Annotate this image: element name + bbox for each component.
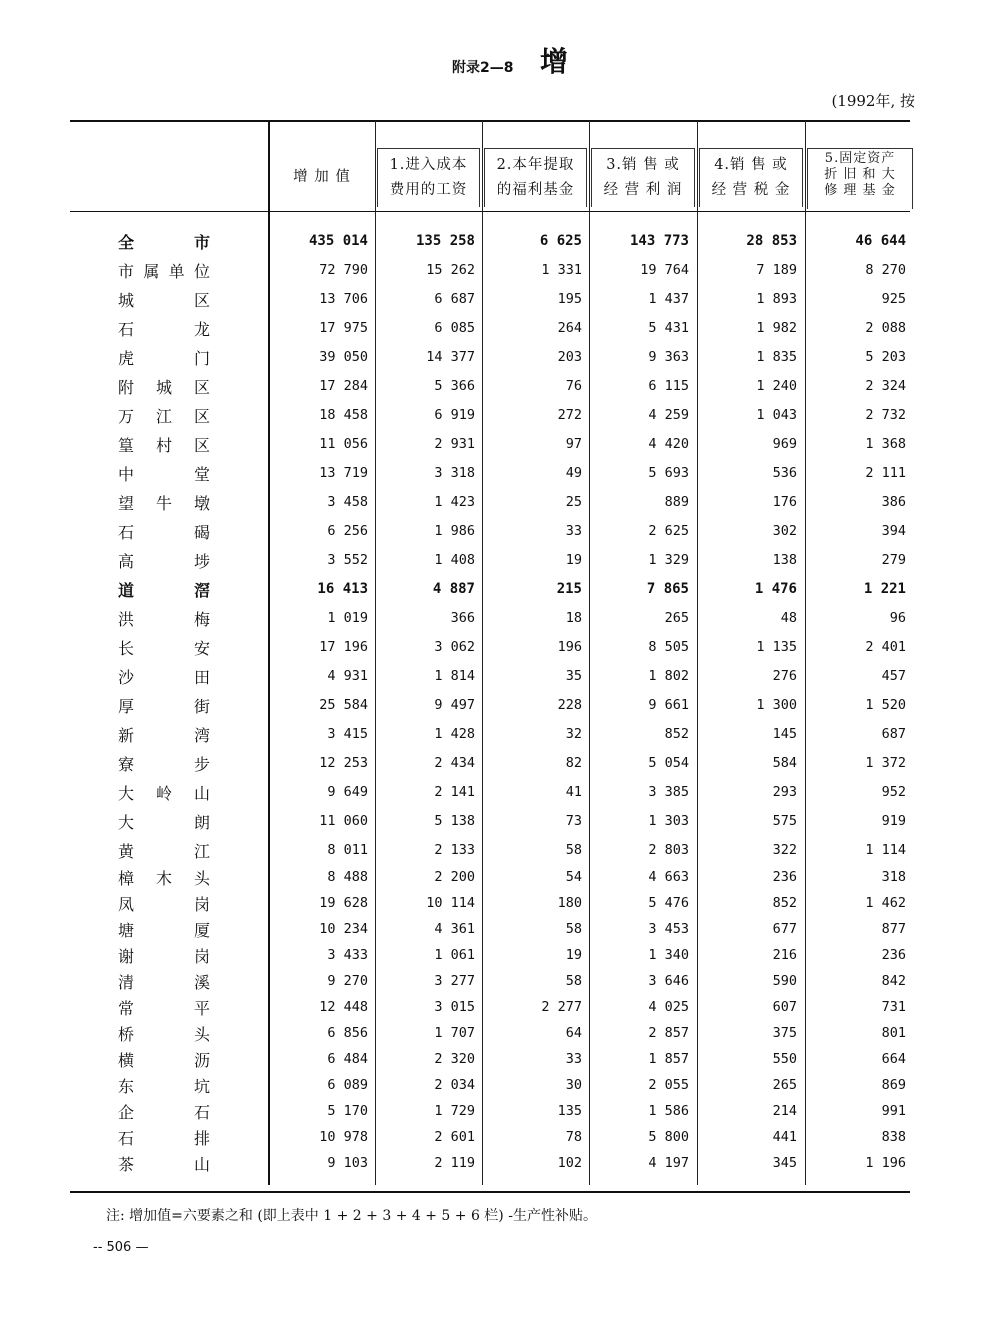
table-cell: 1 408 <box>434 552 475 568</box>
row-label: 石 碣 <box>118 522 210 542</box>
table-cell: 575 <box>772 813 797 829</box>
table-cell: 322 <box>772 842 797 858</box>
table-cell: 2 277 <box>541 999 582 1015</box>
table-cell: 394 <box>881 523 906 539</box>
table-cell: 1 835 <box>756 349 797 365</box>
page-number: -- 506 — <box>93 1240 149 1255</box>
table-cell: 1 893 <box>756 291 797 307</box>
table-row <box>0 890 1000 916</box>
table-row <box>0 663 1000 689</box>
table-cell: 952 <box>881 784 906 800</box>
table-cell: 49 <box>565 465 582 481</box>
table-cell: 46 644 <box>855 233 906 249</box>
table-cell: 664 <box>881 1051 906 1067</box>
table-cell: 25 584 <box>319 697 368 713</box>
row-label: 黄 江 <box>118 841 210 861</box>
table-cell: 9 661 <box>648 697 689 713</box>
table-cell: 48 <box>780 610 797 626</box>
table-cell: 677 <box>772 921 797 937</box>
table-cell: 3 646 <box>648 973 689 989</box>
table-cell: 852 <box>772 895 797 911</box>
row-label: 万 江 区 <box>118 406 210 426</box>
table-cell: 1 019 <box>327 610 368 626</box>
row-label: 清 溪 <box>118 972 210 992</box>
table-cell: 2 119 <box>434 1155 475 1171</box>
table-cell: 3 385 <box>648 784 689 800</box>
page-title: 增 <box>540 45 569 78</box>
table-header-rule <box>70 211 910 212</box>
table-row <box>0 605 1000 631</box>
table-cell: 590 <box>772 973 797 989</box>
table-cell: 607 <box>772 999 797 1015</box>
table-cell: 2 434 <box>434 755 475 771</box>
table-row <box>0 1124 1000 1150</box>
table-cell: 2 200 <box>434 869 475 885</box>
table-cell: 18 <box>565 610 582 626</box>
table-cell: 1 476 <box>754 581 797 597</box>
table-row <box>0 402 1000 428</box>
table-cell: 869 <box>881 1077 906 1093</box>
table-cell: 18 458 <box>319 407 368 423</box>
table-cell: 265 <box>664 610 689 626</box>
table-row <box>0 286 1000 312</box>
table-cell: 4 361 <box>434 921 475 937</box>
table-cell: 19 <box>565 552 582 568</box>
row-label: 新 湾 <box>118 725 210 745</box>
table-cell: 1 986 <box>434 523 475 539</box>
table-row <box>0 994 1000 1020</box>
table-cell: 39 050 <box>319 349 368 365</box>
table-row <box>0 837 1000 863</box>
table-cell: 1 520 <box>865 697 906 713</box>
row-label: 中 堂 <box>118 464 210 484</box>
table-cell: 302 <box>772 523 797 539</box>
table-row <box>0 576 1000 602</box>
column-header-value-added: 增 加 值 <box>293 168 351 185</box>
column-header-wages: 1.进入成本 费用的工资 <box>377 148 480 207</box>
table-cell: 2 601 <box>434 1129 475 1145</box>
table-cell: 1 240 <box>756 378 797 394</box>
row-label: 凤 岗 <box>118 894 210 914</box>
table-cell: 13 706 <box>319 291 368 307</box>
table-cell: 536 <box>772 465 797 481</box>
table-cell: 1 462 <box>865 895 906 911</box>
table-cell: 4 887 <box>432 581 475 597</box>
table-cell: 5 366 <box>434 378 475 394</box>
row-label: 塘 厦 <box>118 920 210 940</box>
table-row <box>0 692 1000 718</box>
table-row <box>0 1098 1000 1124</box>
row-label: 沙 田 <box>118 667 210 687</box>
table-cell: 265 <box>772 1077 797 1093</box>
table-cell: 1 437 <box>648 291 689 307</box>
table-cell: 216 <box>772 947 797 963</box>
table-cell: 228 <box>557 697 582 713</box>
row-label: 桥 头 <box>118 1024 210 1044</box>
table-cell: 272 <box>557 407 582 423</box>
table-cell: 1 857 <box>648 1051 689 1067</box>
table-cell: 5 170 <box>327 1103 368 1119</box>
row-label: 虎 门 <box>118 348 210 368</box>
table-cell: 33 <box>565 523 582 539</box>
table-row <box>0 1072 1000 1098</box>
table-cell: 6 089 <box>327 1077 368 1093</box>
table-cell: 731 <box>881 999 906 1015</box>
table-cell: 203 <box>557 349 582 365</box>
row-label: 望 牛 墩 <box>118 493 210 513</box>
table-cell: 16 413 <box>317 581 368 597</box>
table-row <box>0 518 1000 544</box>
table-cell: 1 340 <box>648 947 689 963</box>
table-row <box>0 864 1000 890</box>
table-row <box>0 779 1000 805</box>
table-cell: 1 423 <box>434 494 475 510</box>
table-cell: 3 458 <box>327 494 368 510</box>
table-cell: 6 256 <box>327 523 368 539</box>
table-cell: 58 <box>565 973 582 989</box>
table-cell: 842 <box>881 973 906 989</box>
table-cell: 435 014 <box>308 233 368 249</box>
table-cell: 4 420 <box>648 436 689 452</box>
table-cell: 196 <box>557 639 582 655</box>
table-cell: 584 <box>772 755 797 771</box>
table-cell: 687 <box>881 726 906 742</box>
table-cell: 9 649 <box>327 784 368 800</box>
table-cell: 1 196 <box>865 1155 906 1171</box>
table-cell: 925 <box>881 291 906 307</box>
table-row <box>0 489 1000 515</box>
table-cell: 969 <box>772 436 797 452</box>
table-cell: 4 259 <box>648 407 689 423</box>
table-cell: 9 270 <box>327 973 368 989</box>
row-label: 谢 岗 <box>118 946 210 966</box>
table-cell: 6 687 <box>434 291 475 307</box>
table-cell: 2 931 <box>434 436 475 452</box>
table-cell: 5 476 <box>648 895 689 911</box>
table-cell: 25 <box>565 494 582 510</box>
table-cell: 32 <box>565 726 582 742</box>
table-cell: 293 <box>772 784 797 800</box>
column-header-welfare-fund: 2.本年提取 的福利基金 <box>484 148 587 207</box>
table-cell: 58 <box>565 842 582 858</box>
row-label: 道 滘 <box>118 580 210 600</box>
table-cell: 8 270 <box>865 262 906 278</box>
table-cell: 64 <box>565 1025 582 1041</box>
table-cell: 2 732 <box>865 407 906 423</box>
table-cell: 19 <box>565 947 582 963</box>
table-cell: 5 138 <box>434 813 475 829</box>
table-row <box>0 1020 1000 1046</box>
table-cell: 215 <box>556 581 582 597</box>
table-cell: 1 982 <box>756 320 797 336</box>
table-row <box>0 721 1000 747</box>
table-row <box>0 1046 1000 1072</box>
table-cell: 6 625 <box>539 233 582 249</box>
row-label: 篁 村 区 <box>118 435 210 455</box>
table-cell: 1 114 <box>865 842 906 858</box>
table-cell: 1 043 <box>756 407 797 423</box>
table-cell: 236 <box>881 947 906 963</box>
row-label: 长 安 <box>118 638 210 658</box>
table-cell: 10 234 <box>319 921 368 937</box>
year-note: (1992年, 按 <box>831 92 915 110</box>
table-cell: 9 363 <box>648 349 689 365</box>
table-cell: 3 453 <box>648 921 689 937</box>
table-cell: 30 <box>565 1077 582 1093</box>
table-cell: 54 <box>565 869 582 885</box>
table-row <box>0 942 1000 968</box>
table-cell: 28 853 <box>746 233 797 249</box>
table-cell: 2 803 <box>648 842 689 858</box>
table-cell: 6 484 <box>327 1051 368 1067</box>
table-row <box>0 315 1000 341</box>
table-cell: 2 857 <box>648 1025 689 1041</box>
table-cell: 76 <box>565 378 582 394</box>
table-bottom-rule <box>70 1191 910 1193</box>
table-footnote: 注: 增加值=六要素之和 (即上表中 1 + 2 + 3 + 4 + 5 + 6 栏) -生产性补贴。 <box>106 1208 597 1224</box>
table-cell: 176 <box>772 494 797 510</box>
table-cell: 1 802 <box>648 668 689 684</box>
table-cell: 8 488 <box>327 869 368 885</box>
table-row <box>0 344 1000 370</box>
table-cell: 5 054 <box>648 755 689 771</box>
table-cell: 180 <box>557 895 582 911</box>
table-cell: 838 <box>881 1129 906 1145</box>
table-cell: 1 814 <box>434 668 475 684</box>
table-cell: 96 <box>889 610 906 626</box>
table-row <box>0 808 1000 834</box>
row-label: 大 朗 <box>118 812 210 832</box>
row-label: 东 坑 <box>118 1076 210 1096</box>
table-cell: 1 061 <box>434 947 475 963</box>
table-cell: 14 377 <box>426 349 475 365</box>
table-cell: 889 <box>664 494 689 510</box>
table-row <box>0 257 1000 283</box>
table-cell: 11 056 <box>319 436 368 452</box>
table-cell: 6 856 <box>327 1025 368 1041</box>
table-cell: 19 764 <box>640 262 689 278</box>
table-cell: 2 141 <box>434 784 475 800</box>
table-cell: 6 919 <box>434 407 475 423</box>
table-cell: 11 060 <box>319 813 368 829</box>
row-label: 茶 山 <box>118 1154 210 1174</box>
row-label: 横 沥 <box>118 1050 210 1070</box>
row-label: 高 埗 <box>118 551 210 571</box>
table-cell: 7 189 <box>756 262 797 278</box>
table-cell: 145 <box>772 726 797 742</box>
table-cell: 135 258 <box>415 233 475 249</box>
table-cell: 7 865 <box>646 581 689 597</box>
table-cell: 991 <box>881 1103 906 1119</box>
row-label: 附 城 区 <box>118 377 210 397</box>
table-cell: 386 <box>881 494 906 510</box>
table-cell: 17 196 <box>319 639 368 655</box>
table-cell: 73 <box>565 813 582 829</box>
table-cell: 2 324 <box>865 378 906 394</box>
table-cell: 801 <box>881 1025 906 1041</box>
table-cell: 4 025 <box>648 999 689 1015</box>
table-row <box>0 373 1000 399</box>
table-cell: 3 433 <box>327 947 368 963</box>
table-cell: 143 773 <box>629 233 689 249</box>
table-cell: 78 <box>565 1129 582 1145</box>
table-row <box>0 1150 1000 1176</box>
row-label: 全 市 <box>118 232 210 252</box>
table-cell: 3 277 <box>434 973 475 989</box>
table-cell: 9 103 <box>327 1155 368 1171</box>
table-row <box>0 431 1000 457</box>
table-cell: 6 085 <box>434 320 475 336</box>
table-cell: 10 114 <box>426 895 475 911</box>
table-cell: 3 415 <box>327 726 368 742</box>
table-cell: 919 <box>881 813 906 829</box>
table-cell: 1 707 <box>434 1025 475 1041</box>
table-cell: 2 133 <box>434 842 475 858</box>
row-label: 企 石 <box>118 1102 210 1122</box>
table-cell: 82 <box>565 755 582 771</box>
row-label: 市 属 单 位 <box>118 261 210 281</box>
table-top-rule <box>70 120 910 122</box>
table-cell: 72 790 <box>319 262 368 278</box>
table-cell: 17 284 <box>319 378 368 394</box>
table-cell: 4 663 <box>648 869 689 885</box>
column-header-tax: 4.销 售 或 经 营 税 金 <box>699 148 803 207</box>
table-cell: 1 368 <box>865 436 906 452</box>
table-cell: 214 <box>772 1103 797 1119</box>
table-cell: 366 <box>450 610 475 626</box>
table-cell: 1 586 <box>648 1103 689 1119</box>
table-cell: 19 628 <box>319 895 368 911</box>
table-cell: 2 034 <box>434 1077 475 1093</box>
table-cell: 2 320 <box>434 1051 475 1067</box>
row-label: 石 排 <box>118 1128 210 1148</box>
table-cell: 15 262 <box>426 262 475 278</box>
table-cell: 2 055 <box>648 1077 689 1093</box>
table-cell: 852 <box>664 726 689 742</box>
table-cell: 1 428 <box>434 726 475 742</box>
table-cell: 375 <box>772 1025 797 1041</box>
row-label: 常 平 <box>118 998 210 1018</box>
table-cell: 3 552 <box>327 552 368 568</box>
table-cell: 17 975 <box>319 320 368 336</box>
table-cell: 3 318 <box>434 465 475 481</box>
table-cell: 345 <box>772 1155 797 1171</box>
row-label: 大 岭 山 <box>118 783 210 803</box>
table-row <box>0 460 1000 486</box>
table-cell: 6 115 <box>648 378 689 394</box>
table-cell: 236 <box>772 869 797 885</box>
table-row <box>0 750 1000 776</box>
table-cell: 2 111 <box>865 465 906 481</box>
appendix-label: 附录2—8 <box>452 60 514 76</box>
table-row <box>0 228 1000 254</box>
table-cell: 4 931 <box>327 668 368 684</box>
row-label: 石 龙 <box>118 319 210 339</box>
table-cell: 3 015 <box>434 999 475 1015</box>
table-cell: 1 303 <box>648 813 689 829</box>
table-cell: 2 088 <box>865 320 906 336</box>
table-cell: 1 300 <box>756 697 797 713</box>
table-row <box>0 634 1000 660</box>
table-cell: 58 <box>565 921 582 937</box>
table-cell: 2 625 <box>648 523 689 539</box>
row-label: 寮 步 <box>118 754 210 774</box>
table-cell: 1 221 <box>863 581 906 597</box>
table-cell: 13 719 <box>319 465 368 481</box>
column-header-depreciation: 5.固定资产 折 旧 和 大 修 理 基 金 <box>807 148 913 209</box>
table-cell: 5 431 <box>648 320 689 336</box>
table-cell: 2 401 <box>865 639 906 655</box>
row-label: 樟 木 头 <box>118 868 210 888</box>
table-cell: 12 253 <box>319 755 368 771</box>
table-cell: 550 <box>772 1051 797 1067</box>
table-cell: 195 <box>557 291 582 307</box>
table-cell: 5 800 <box>648 1129 689 1145</box>
table-cell: 264 <box>557 320 582 336</box>
table-row <box>0 916 1000 942</box>
table-cell: 33 <box>565 1051 582 1067</box>
table-cell: 877 <box>881 921 906 937</box>
table-cell: 441 <box>772 1129 797 1145</box>
table-cell: 9 497 <box>434 697 475 713</box>
table-cell: 1 372 <box>865 755 906 771</box>
table-row <box>0 547 1000 573</box>
table-cell: 35 <box>565 668 582 684</box>
table-cell: 5 203 <box>865 349 906 365</box>
table-cell: 1 331 <box>541 262 582 278</box>
table-cell: 138 <box>772 552 797 568</box>
table-cell: 3 062 <box>434 639 475 655</box>
table-cell: 1 729 <box>434 1103 475 1119</box>
table-cell: 97 <box>565 436 582 452</box>
table-cell: 10 978 <box>319 1129 368 1145</box>
row-label: 城 区 <box>118 290 210 310</box>
row-label: 厚 街 <box>118 696 210 716</box>
column-header-profit: 3.销 售 或 经 营 利 润 <box>591 148 695 207</box>
table-cell: 102 <box>557 1155 582 1171</box>
table-cell: 8 505 <box>648 639 689 655</box>
table-cell: 1 135 <box>756 639 797 655</box>
table-cell: 457 <box>881 668 906 684</box>
table-cell: 12 448 <box>319 999 368 1015</box>
table-cell: 1 329 <box>648 552 689 568</box>
table-cell: 8 011 <box>327 842 368 858</box>
table-cell: 318 <box>881 869 906 885</box>
table-cell: 4 197 <box>648 1155 689 1171</box>
table-cell: 41 <box>565 784 582 800</box>
table-cell: 276 <box>772 668 797 684</box>
table-row <box>0 968 1000 994</box>
table-cell: 135 <box>557 1103 582 1119</box>
table-cell: 5 693 <box>648 465 689 481</box>
table-cell: 279 <box>881 552 906 568</box>
row-label: 洪 梅 <box>118 609 210 629</box>
